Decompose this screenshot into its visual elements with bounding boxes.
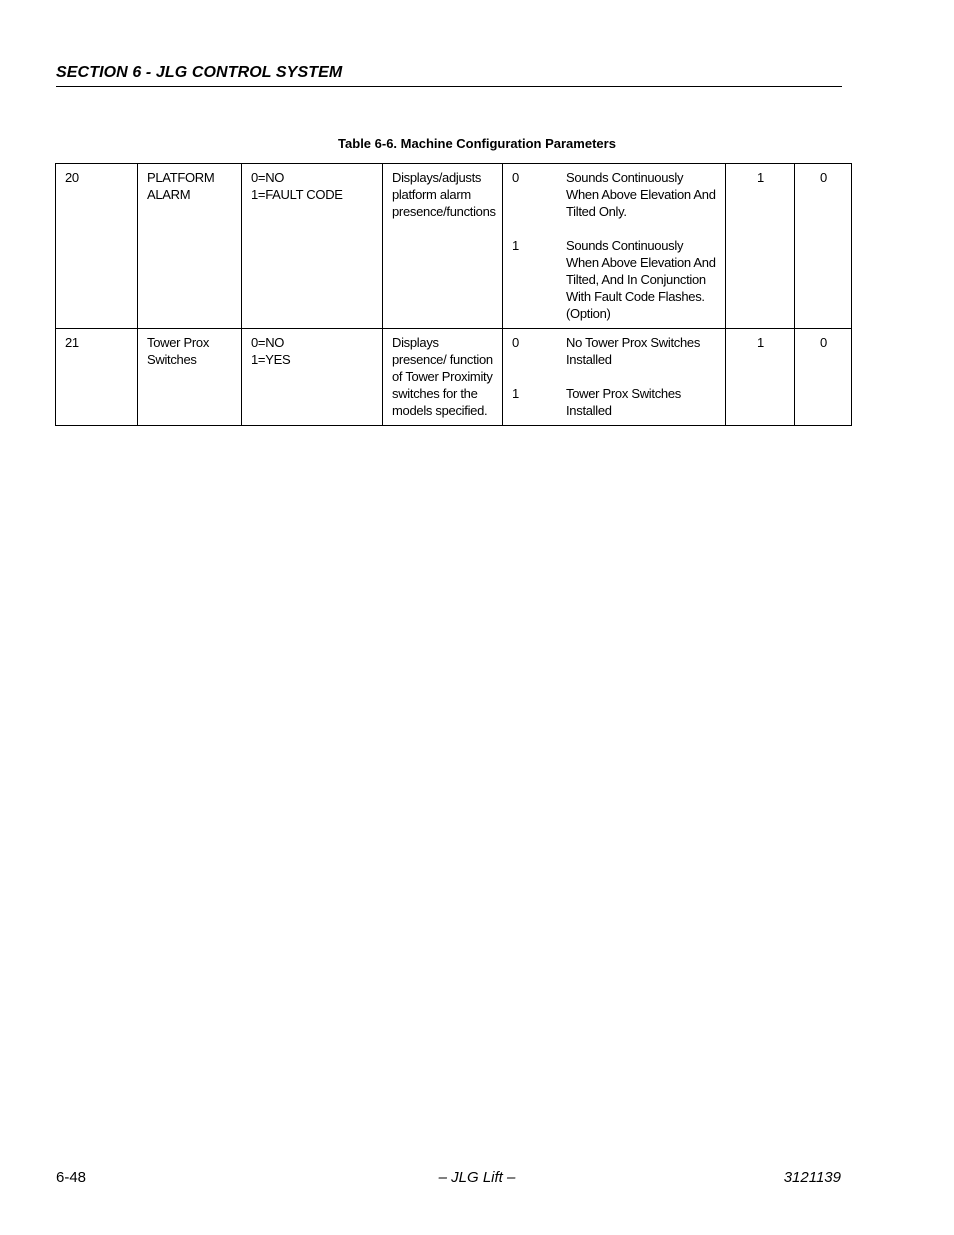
option-value: 0 [512, 170, 519, 185]
range-line: 1=YES [251, 352, 291, 367]
page-number: 6-48 [56, 1169, 87, 1186]
range-line: 1=FAULT CODE [251, 187, 343, 202]
param-name: Tower Prox Switches [138, 329, 242, 426]
default-value-b: 0 [795, 164, 852, 329]
param-options [503, 164, 726, 329]
default-value-a: 1 [726, 164, 795, 329]
table-title: Table 6-6. Machine Configuration Parameters [338, 136, 616, 151]
param-range [242, 164, 383, 329]
param-name: PLATFORM ALARM [138, 164, 242, 329]
machine-configuration-table [55, 163, 852, 426]
range-line: 0=NO [251, 335, 285, 350]
option-text: Tower Prox Switches Installed [566, 386, 681, 418]
option-value: 1 [512, 238, 519, 253]
option-item [512, 334, 717, 368]
option-item [512, 385, 717, 419]
param-description: Displays presence/ function of Tower Proximity switches for the models specified. [383, 329, 503, 426]
param-range [242, 329, 383, 426]
document-number: 3121139 [783, 1169, 841, 1186]
table-row [56, 164, 852, 329]
option-text: No Tower Prox Switches Installed [566, 335, 701, 367]
table-row [56, 329, 852, 426]
option-text: Sounds Continuously When Above Elevation And Tilted, And In Conjunction With Fault Code Flashes. (Option) [566, 238, 716, 321]
option-text: Sounds Continuously When Above Elevation And Tilted Only. [566, 170, 716, 219]
option-item [512, 169, 717, 220]
option-value: 0 [512, 335, 519, 350]
default-value-a: 1 [726, 329, 795, 426]
range-line: 0=NO [251, 170, 285, 185]
footer-title: – JLG Lift – [438, 1169, 516, 1186]
section-header: SECTION 6 - JLG CONTROL SYSTEM [56, 64, 842, 87]
option-value: 1 [512, 386, 519, 401]
param-number: 21 [56, 329, 138, 426]
param-description: Displays/adjusts platform alarm presence/functions [383, 164, 503, 329]
param-number: 20 [56, 164, 138, 329]
param-options [503, 329, 726, 426]
default-value-b: 0 [795, 329, 852, 426]
option-item [512, 237, 717, 322]
